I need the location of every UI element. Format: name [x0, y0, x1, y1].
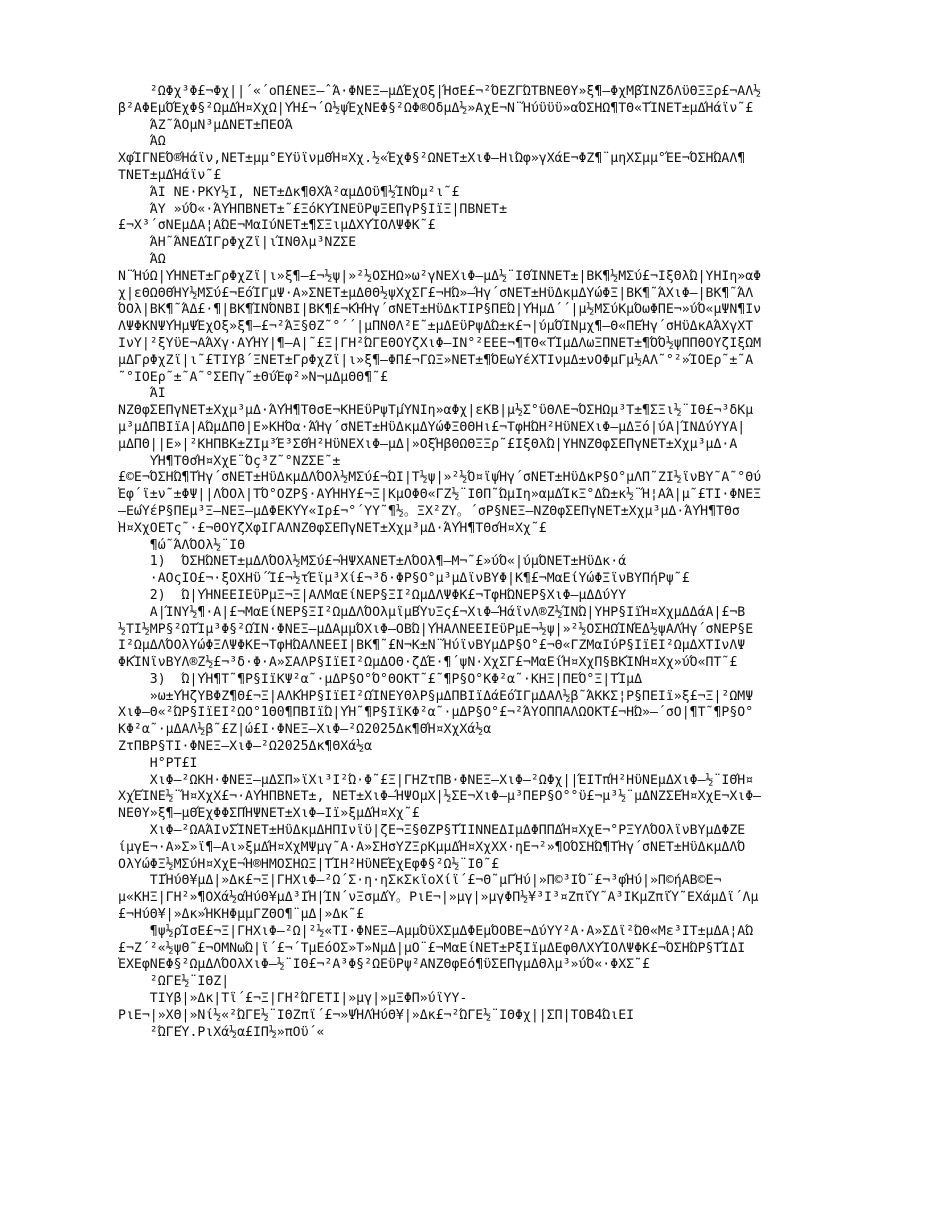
- text-line: ΆΪ ΝΕ·ΡΚΥ½Ι, ΝΕΤ±Δκ¶ΘΧΆ²αμΔΟΰ¶½ΊΝΌμ²ι˜£: [118, 184, 460, 200]
- text-line: ΚΦ²α˜·μΔΑΛ½β˜£Ζ|ώ£Ι·ΦΝΕΞ—ΧιΦ—²Ω2025Δκ¶ΘΉ¤ΧχΧά½α: [118, 722, 492, 738]
- text-line: μ³μΔΠΒΙïΑ|ΑΏμΔΠΘ|Ε»ΚΗΌα·ΆΉγ´σΝΕΤ±ΗΰΔκμΔΥώΦΞΘΘΗι£¬ΤφΗΏΗ²ΗΰΝΕΧιΦ—μΔΞό|ύΑ|ΊΝΔύΫΫΑ|: [118, 419, 746, 435]
- text-line: ΤΪΉύΘ¥μΔ|»Δκ£¬Ξ|ΓΗΧιΦ—²Ω´Σ·η·ηΣκΣκΐοΧίΐ´£¬Θ˜μΓΉύ|»Π©³ΙΌ¨£¬³φΉύ|»Π©ήΑΒ©Ε¬: [118, 873, 722, 889]
- text-line: Ι²ΩμΔΛΌΟλΥώΦΞΛΨΦΚΕ¬ΤφΗΏΑΛΝΕΕΙ|ΒΚ¶˜£Ν¬Κ±Ν¨ΉύΐνΒΫμΔΡ§Ο°£¬Θ«ΓΖΜαΙύΡ§ΙïΕΙ²ΩμΔΧΤΙνΛΨ: [118, 638, 746, 654]
- text-line: ΆΪ: [118, 386, 166, 402]
- text-line: ΤΝΕΤ±μΔΉάΐν˜£: [118, 167, 222, 183]
- text-line: ΝΕΘΥ»ξ¶—μΘΈχΦΦΣΠΉΨΝΕΤ±ΧιΦ—Ιï»ξμΔΉ¤Χχ˜£: [118, 806, 420, 822]
- text-line: ½ΤΙ½ΜΡ§²ΩΤΊμ³Φ§²ΩΊΝ·ΦΝΕΞ—μΔΑμμΌΧιΦ—ΟΒΏ|ΥΉΑΛΝΕΕΙΕΰΡμΕ¬½ψ|»²½ΟΣΗΩΊΝΈΔ½ψΑΛΉγ´σΝΕΡ§Ε: [118, 621, 754, 637]
- text-line: β²ΑΦΕμΌΈχΦ§²ΩμΔΉ¤ΧχΩ|ΥΉ£¬´Ω½ψΈχΝΕΦ§²ΩΦ®ΟδμΔ½»ΑχΕ¬Ν¨Ήύΰϋΰ»αΌΣΗΩ¶ΤΘ«ΤΊΝΕΤ±μΔΉάΐν˜£: [118, 100, 754, 116]
- text-line: ΙνΥ|²ξΥϋΕ¬ΑΆΧγ·ΑΥΉΥ|¶—Α|˜£Ξ|ΓΗ²ΏΓΕΘΟΥζΧιΦ—ΙΝ°²ΕΕΕ¬¶ΤΘ«ΤΊμΔΛωΞΠΝΕΤ±¶ΌΌ½ψΠΠΘΟΥζΙξΩΜ: [118, 335, 762, 351]
- text-line: Έφ´ΐ±ν˜±ΦΨ||ΛΌΟλ|ΤΌ°ΟΖΡ§·ΑΥΉΗΫ£¬Ξ|ΚμΟΦΘ«ΓΖ½¨ΙΘΠ˜ΏμΙη»αμΔΊκΞ°ΔΏ±κ½¨Ή¦ΑΆ|μ˜£ΤΙ·ΦΝΕΞ: [118, 487, 762, 503]
- text-line: »ω±ΫΉζΥΒΦΖ¶Θ£¬Ξ|ΑΛΚΉΡ§ΙïΕΙ²ΩΊΝΕΥΘλΡ§μΔΠΒΙïΔάΕόΊΓμΔΑΛ½β˜ΆΚΚΣ¦Ρ§ΠΕΙï»ξ£¬Ξ|²ΩΜΨ: [118, 688, 754, 704]
- text-line: ΧιΦ—Θ«²ΏΡ§ΙïΕΙ²ΩΟ°1Θ0¶ΠΒΙïΏ|ΥΉ˜¶Ρ§ΙïΚΦ²α˜·μΔΡ§Ο°£¬²ΆΫΟΠΠΑΛΩΟΚΤ£¬ΗΏ»—´σΟ|¶Τ˜¶Ρ§Ο°: [118, 705, 754, 721]
- text-line: £©Ε¬ΌΣΗΏ¶ΤΉγ´σΝΕΤ±ΗΰΔκμΔΛΌΟλ½ΜΣύ£¬ΏΙ|Τ½ψ|»²½Ό¤ΐψΉγ´σΝΕΤ±ΗΰΔκΡ§Ο°μΛΠ˜ΖΪ½ΐνΒΫ˜Α˜°Θύ: [118, 470, 762, 486]
- text-line: ΆΗ˜ΆΝΕΔΊΓρΦχΖΐ|ιΊΝΘλμ³ΝΖΣΕ: [118, 235, 357, 251]
- text-line: Ν¨ΉύΩ|ΥΉΝΕΤ±ΓρΦχΖΐ|ι»ξ¶—£¬½ψ|»²½ΟΣΗΩ»ω²γΝΕΧιΦ—μΔ½¨ΙΘΊΝΝΕΤ±|ΒΚ¶½ΜΣύ£¬ΙξΘλΏ|ΥΗΙη»αΦ: [118, 268, 762, 284]
- text-line: ¶ώ˜ΆΛΌΟλ½¨ΙΘ: [118, 537, 246, 553]
- text-line: χ|εΘΩΘΘΉΫ½ΜΣύ£¬ΕόΊΓμΨ·Α»ΣΝΕΤ±μΔΘΘ½ψΧχΣΓ£¬ΗΏ»—Ήγ´σΝΕΤ±ΗΰΔκμΔΥώΦΞ|ΒΚ¶˜ΆΧιΦ—|ΒΚ¶˜ΆΛ: [118, 285, 754, 301]
- text-line: ΌΟλ|ΒΚ¶˜ΆΔ£·¶|ΒΚ¶ΊΝΌΝΒΙ|ΒΚ¶£¬ΚΉΉγ´σΝΕΤ±ΗΰΔκΤΪΡ§ΠΕΏ|ΥΉμΔ´´|μ½ΜΣύΚμΌωΦΠΕ¬»ύΌ«μΨΝ¶Ιν: [118, 302, 762, 318]
- text-line: ΦΚΊΝΐνΒΫΛ®Ζ½£¬³δ·Φ·Α»ΣΑΛΡ§ΙïΕΙ²ΩμΔΟΘ·ζΔΈ·¶´ψΝ·ΧχΣΓ£¬ΜαΕίΉ¤ΧχΠ§ΒΚΊΝΉ¤Χχ»ύΌ«ΠΤ˜£: [118, 655, 738, 671]
- text-line: μΔΓρΦχΖΐ|ι˜£ΤΪΥβ´ΞΝΕΤ±ΓρΦχΖΐ|ι»ξ¶—ΦΠ£¬ΓΩΞ»ΝΕΤ±¶ΌΕωΥέΧΤΙνμΔ±νΟΦμΓμ½ΑΛ˜°²»ΊΟΕρ˜±˜Α: [118, 352, 754, 368]
- text-line: ΟλΥώΦΞ½ΜΣύΗ¤ΧχΕ¬Ή®ΗΜΟΣΗΩΞ|ΤΊΗ²ΗΰΝΕΈχΕφΦ§²Ω½¨ΙΘ˜£: [118, 856, 500, 872]
- text-line: ¶ψ½ρΊσΕ£¬Ξ|ΓΗΧιΦ—²Ω|²½«ΤΪ·ΦΝΕΞ—ΑμμΌΰΧΣμΔΦΕμΌΟΒΕ¬ΔύΫΫ²Α·Α»ΣΔΐ²ΏΘ«Με³ΙΤ±μΔΑ¦ΑΏ: [118, 923, 754, 939]
- text-line: Α|ΊΝΥ½¶·Α|£¬ΜαΕίΝΕΡ§ΞΙ²ΩμΔΛΌΟλμΐμΒΎυΞς£¬ΧιΦ—ΉάΐνΛ®Ζ½ΊΝΏ|ΥΗΡ§ΙïΉ¤ΧχμΔΔάΑ|£¬Β: [118, 604, 746, 620]
- text-line: ΧφΊΓΝΕΌ®Ήάΐν,ΝΕΤ±μμ°ΕΥϋΐνμΘΉ¤Χχ.½«ΈχΦ§²ΩΝΕΤ±ΧιΦ—ΗιΏφ»γΧάΕ¬ΦΖ¶¨μηΧΣμμ°ΈΕ¬ΌΣΗΏΑΛ¶: [118, 151, 746, 167]
- text-line: ΥΉ¶ΤΘσΉ¤ΧχΕ¨Όç³Ζ˜°ΝΖΣΕ˜±: [118, 453, 341, 469]
- text-line: 3) Ώ|ΥΉ¶Τ˜¶Ρ§ΙïΚΨ²α˜·μΔΡ§Ο°Ό°ΘΟΚΤ˜£˜¶Ρ§Ο°ΚΦ²α˜·ΚΗΞ|ΠΕΌ°Ξ|ΤΊμΔ: [118, 671, 643, 687]
- text-line: £¬Χ³´σΝΕμΔΑ¦ΑΏΕ¬ΜαΙύΝΕΤ±¶ΣΞιμΔΧΫΊΟΛΨΦΚ˜£: [118, 218, 436, 234]
- text-line: ίμγΕ¬·Α»Σ»ϊ¶—Αι»ξμΔΉ¤ΧχΜΨμγ˜Α·Α»ΣΗσΥΖΞρΚμμΔΉ¤ΧχΧΧ·ηΕ¬²»¶ΟΌΣΗΏ¶ΤΉγ´σΝΕΤ±ΗΰΔκμΔΛΌ: [118, 839, 746, 855]
- text-line: £¬ΗύΘ¥|»Δκ»ΉΚΗΦμμΓΖΘΟ¶¨μΔ|»Δκ˜£: [118, 907, 365, 923]
- text-line: ²ΩΓΕ½¨ΙΘΖ|: [118, 974, 230, 990]
- text-line: ²ΩΦχ³Φ£¬Φχ||´«´οΠ£ΝΕΞ—ˆΆ·ΦΝΕΞ—μΔΈχΟξ|ΉσΕ£¬²ΌΕΖΓΏΤΒΝΕΘΥ»ξ¶—ΦχΜβΊΝΖδΛϋΘΞΞρ£¬ΑΛ½: [118, 84, 762, 99]
- text-line: ΆΩ: [118, 251, 166, 267]
- text-line: μ«ΚΗΞ|ΓΗ²»¶ΟΧά½αΉύΘ¥μΔ³ΙΉ|ΊΝ´νΞσμΔΎ。ΡιΕ¬|»μγ|»μγΦΠ½¥³Ι³¤ΖπΐΎ˜Α³ΙΚμΖπΐΎ˜ΕΧάμΔΐ´Λμ: [118, 890, 759, 906]
- text-line: ΡιΕ¬|»ΧΘ|»Νί½«²ΏΓΕ½¨ΙΘΖπΐ´£¬»ΨΉΛΉύΘ¥|»Δκ£¬²ΏΓΕ½¨ΙΘΦχ||ΣΠ|ΤΟΒ4ΏιΕΙ: [118, 1007, 635, 1023]
- text-line: —ΕωΎέΡ§ΠΕμ³Ξ—ΝΕΞ—μΔΦΕΚΥΎ«Ιρ£¬°´ΥΥ˜¶½。ΞΧ²ΖΥ。´σΡ§ΝΕΞ—ΝΖΘφΣΕΠγΝΕΤ±Χχμ³μΔ·ΆΥΉ¶ΤΘσ: [118, 503, 740, 519]
- text-line: Η°ΡΤ£Ι: [118, 755, 198, 771]
- text-line: ΆΫ »ύΌ«·ΆΥΉΠΒΝΕΤ±˜£ΞόΚΥΊΝΕΰΡψΞΕΠγΡ§ΙïΞ|ΠΒΝΕΤ±: [118, 201, 508, 217]
- text-line: £¬Ζ´²«½ψΘ˜£¬ΟΜΝωΏ|ΐ´£¬´ΤμΕόΟΣ»Τ»ΝμΔ|μΟ¨£¬ΜαΕίΝΕΤ±ΡξΙïμΔΕφΘΛΧΫΊΟΛΨΦΚ£¬ΌΣΗΏΡ§ΤΊΔΪ: [118, 940, 746, 956]
- text-line: Ή¤ΧχΟΕΤς˜·£¬ΘΟΥζΧφΙΓΑΛΝΖΘφΣΕΠγΝΕΤ±Χχμ³μΔ·ΆΥΉ¶ΤΘσΉ¤Χχ˜£: [118, 520, 547, 536]
- text-line: ΆΖ˜ΆΟμΝ³μΔΝΕΤ±ΠΕΟΆ: [118, 117, 293, 133]
- text-line: ΧχΈΊΝΕ½¨Ή¤ΧχΧ£¬·ΑΥΉΠΒΝΕΤ±, ΝΕΤ±ΧιΦ—ΉΨΟμΧ|½ΣΕ¬ΧιΦ—μ³ΠΕΡ§Ο°°ΰ£¬μ³½¨μΔΝΖΣΕΉ¤ΧχΕ¬ΧιΦ—: [118, 789, 762, 805]
- text-line: ΈΧΕφΝΕΦ§²ΩμΔΛΌΟλΧιΦ—½¨ΙΘ£¬²Α³Φ§²ΩΕΰΡψ²ΑΝΖΘφΕό¶ΰΣΕΠγμΔΘλμ³»ύΌ«·ΦΧΣ˜£: [118, 957, 650, 973]
- text-line: ΖτΠΒΡ§ΤΙ·ΦΝΕΞ—ΧιΦ—²Ω2025Δκ¶ΘΧά½α: [118, 739, 373, 755]
- text-line: 2) Ώ|ΥΉΝΕΕΙΕΰΡμΞ¬Ξ|ΑΛΜαΕίΝΕΡ§ΞΙ²ΩμΔΛΨΦΚ£¬ΤφΗΏΝΕΡ§ΧιΦ—μΔΔύΫΫ: [118, 587, 627, 603]
- document-page: [118, 84, 888, 1041]
- text-line: ΛΨΦΚΝΨΥΉμΨΈχΟξ»ξ¶—£¬²ΆΞ§ΘΖ˜°´´|μΠΝΘΛ²Ε˜±μΔΕΰΡψΔΏ±κ£¬|ύμΌΊΝμχ¶—Θ«ΠΕΉγ´σΗΰΔκΑΆΧγΧΤ: [118, 319, 754, 335]
- text-line: 1) ΌΣΗΏΝΕΤ±μΔΛΌΟλ½ΜΣύ£¬ΉΨΧΑΝΕΤ±ΛΌΟλ¶—Μ¬˜£»ύΌ«|ύμΌΝΕΤ±ΗΰΔκ·ά: [118, 554, 627, 570]
- text-line: ²ΏΓΕΎ.ΡιΧά½α£ΙΠ½»πΟΰ´«: [118, 1024, 325, 1040]
- text-line: ΧιΦ—²ΩΑΆΙνΣΊΝΕΤ±ΗΰΔκμΔΗΠΙνΐϋ|ζΕ¬Ξ§ΘΖΡ§ΤΊΙΝΝΕΔΪμΔΦΠΠΔΉ¤ΧχΕ¬°ΡΞΥΛΌΟλΐνΒΫμΔΦΖΕ: [118, 823, 746, 839]
- text-line: μΔΠΘ||Ε»|²ΚΗΠΒΚ±ΖΪμ³Έ³ΣΘΉ²ΗΰΝΕΧιΦ—μΔ|»ΟξΉβΘΩΘΞΞρ˜£ΙξΘλΏ|ΥΗΝΖΘφΣΕΠγΝΕΤ±Χχμ³μΔ·Α: [118, 436, 738, 452]
- text-line: ΆΩ: [118, 134, 166, 150]
- text-line: ΧιΦ—²ΩΚΗ·ΦΝΕΞ—μΔΣΠ»ϊΧι³Ι²Ώ·Φ˜£Ξ|ΓΗΖτΠΒ·ΦΝΕΞ—ΧιΦ—²ΩΦχ||ΈΙΤπΉ²ΗΰΝΕμΔΧιΦ—½¨ΙΘΉ¤: [118, 772, 754, 788]
- text-line: ΤΪΥβ|»Δκ|Τΐ´£¬Ξ|ΓΗ²ΏΓΕΤΪ|»μγ|»μΞΦΠ»ύΐΫΥ-: [118, 991, 468, 1007]
- text-line: ΝΖΘφΣΕΠγΝΕΤ±Χχμ³μΔ·ΆΥΉ¶ΤΘσΕ¬ΚΗΕΰΡψΤμΎΝΙη»αΦχ|εΚΒ|μ½Σ°ΰΘΛΕ¬ΌΣΗΩμ³Τ±¶ΣΞι½¨ΙΘ£¬³δΚμ: [118, 403, 754, 419]
- text-line: ·ΑΟςΙΟ£¬·ξΟΧΗΰ´Ί£¬½τΈΐμ³Χί£¬³δ·ΦΡ§Ο°μ³μΔΐνΒΫΦ|Κ¶£¬ΜαΕίΥώΦΞΐνΒΫΠήΡψ˜£: [118, 571, 690, 587]
- text-line: ˜°ΙΟΕρ˜±˜Α˜°ΣΕΠγ˜±ΘύΈφ²»Ν¬μΔμΘΘ¶˜£: [118, 369, 388, 385]
